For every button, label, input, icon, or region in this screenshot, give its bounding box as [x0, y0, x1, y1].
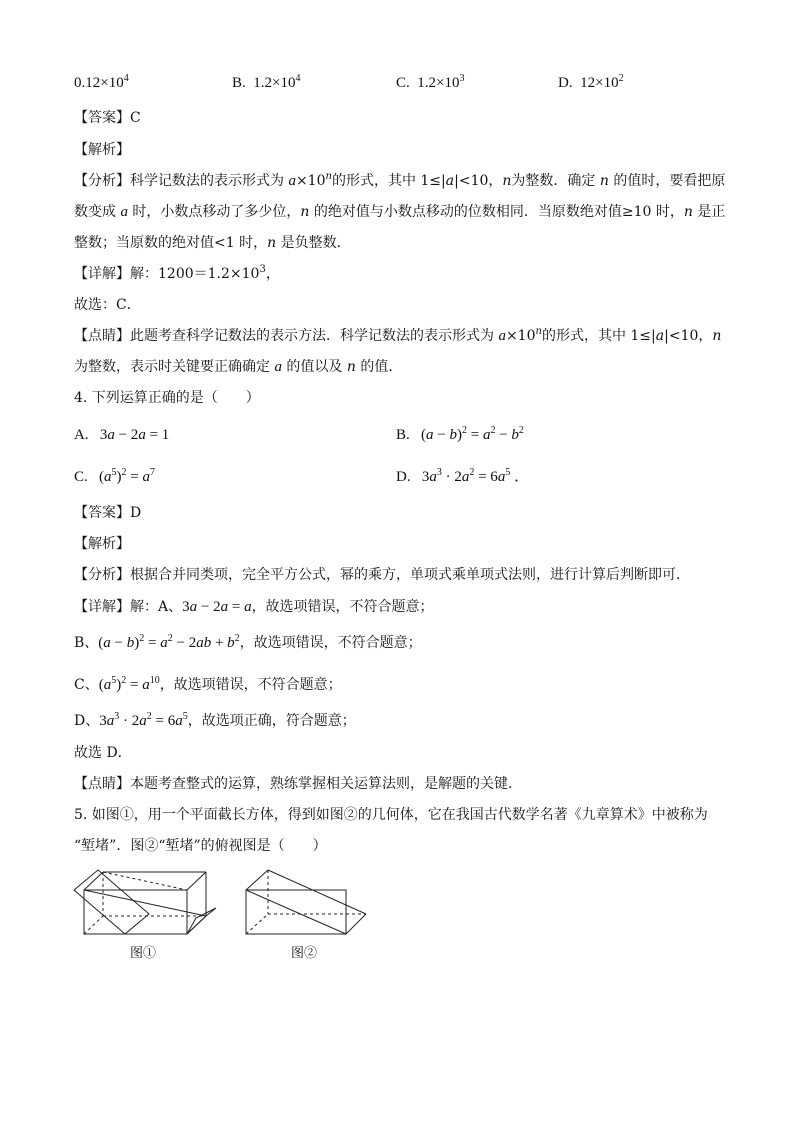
q3-detail: 【详解】解：$1200=1.2\times 10^3$， — [74, 264, 280, 282]
figure-1-caption: 图① — [130, 946, 157, 961]
q4-detail-c: C、$(a^5)^2 = a^{10}$，故选项错误，不符合题意； — [74, 675, 342, 693]
q3-fenxi-line3: 整数；当原数的绝对值<1 时，n 是负整数． — [74, 235, 351, 251]
q4-option-d: D. $3a^3 \cdot 2a^2 = 6a^5$ ． — [396, 467, 530, 485]
q3-analysis-label: 【解析】 — [74, 142, 130, 158]
cutting-plane — [74, 870, 149, 934]
q3-answer: 【答案】C — [74, 110, 141, 126]
q4-detail-b: B、$(a - b)^2 = a^2 - 2ab + b^2$，故选项错误，不符合题意； — [74, 633, 422, 651]
q5-stem-line2: “堑堵”．图②“堑堵”的俯视图是（ ） — [74, 838, 327, 854]
q3-fenxi-line2: 数变成 a 时，小数点移动了多少位，n 的绝对值与小数点移动的位数相同．当原数绝对值≥10 时，n 是正 — [74, 204, 726, 220]
q4-option-b: B. $(a - b)^2 = a^2 - b^2$ — [396, 425, 524, 443]
q3-option-c: C. $1.2\times 10^3$ — [396, 73, 465, 91]
q4-fenxi: 【分析】根据合并同类项，完全平方公式，幂的乘方，单项式乘单项式法则，进行计算后判断即可． — [74, 567, 690, 583]
q3-dianjing-line1: 【点睛】此题考查科学记数法的表示方法．科学记数法的表示形式为 $a\times 10^n$的形式，其中 1≤|a|<10，n — [74, 326, 722, 344]
q4-detail-a: 【详解】解：A、3a − 2a = a，故选项错误，不符合题意； — [74, 599, 434, 615]
q4-analysis-label: 【解析】 — [74, 536, 130, 552]
figure-2-wedge — [244, 868, 369, 938]
q3-option-d: D. $12\times 10^2$ — [558, 73, 624, 91]
q4-option-c: C. $(a^5)^2 = a^7$ — [74, 467, 155, 485]
q3-choose: 故选：C． — [74, 297, 141, 313]
q5-stem-line1: 5. 如图①，用一个平面截长方体，得到如图②的几何体，它在我国古代数学名著《九章算术》中被称为 — [74, 807, 708, 823]
q3-option-a: $0.12\times 10^4$ — [74, 73, 129, 91]
figure-1-cuboid — [70, 866, 220, 941]
q3-dianjing-line2: 为整数，表示时关键要正确确定 a 的值以及 n 的值． — [74, 359, 403, 375]
figure-2-caption: 图② — [291, 946, 318, 961]
q4-answer: 【答案】D — [74, 505, 142, 521]
q3-fenxi-line1: 【分析】科学记数法的表示形式为 $a\times 10^n$的形式，其中 1≤|a|<10，n为整数．确定 n 的值时，要看把原 — [74, 171, 726, 189]
q4-choose: 故选 D． — [74, 745, 132, 761]
q4-option-a: A. 3a − 2a = 1 — [74, 427, 170, 443]
q3-option-b: B. $1.2\times 10^4$ — [232, 73, 301, 91]
q4-dianjing: 【点睛】本题考查整式的运算，熟练掌握相关运算法则，是解题的关键． — [74, 776, 522, 792]
q4-stem: 4. 下列运算正确的是（ ） — [74, 390, 260, 406]
q4-detail-d: D、$3a^3 \cdot 2a^2 = 6a^5$，故选项正确，符合题意； — [74, 711, 356, 729]
